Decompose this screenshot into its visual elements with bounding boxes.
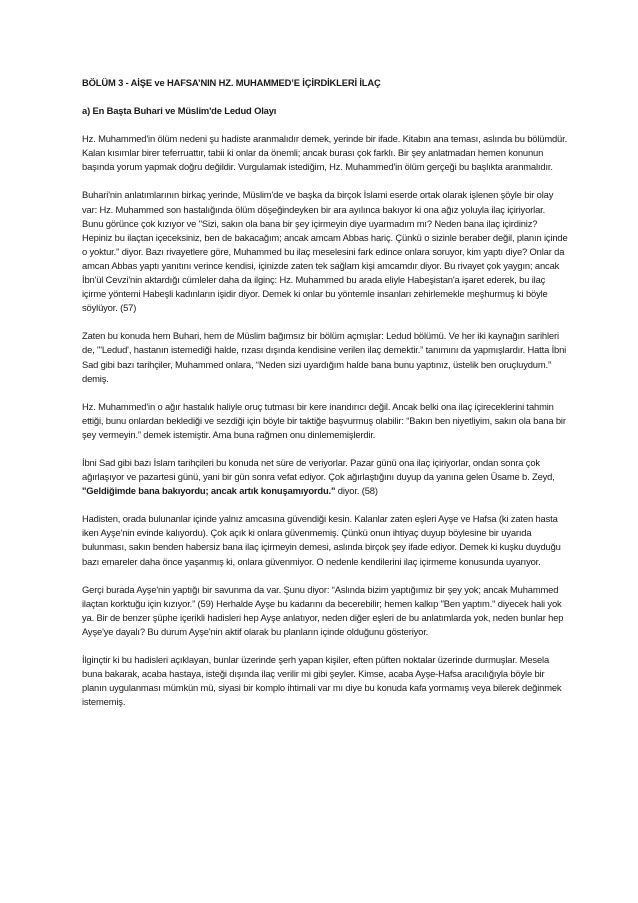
chapter-title: BÖLÜM 3 - AİŞE ve HAFSA’NIN HZ. MUHAMMED’E İÇİRDİKLERİ İLAÇ bbox=[82, 77, 381, 88]
paragraph-5 bbox=[82, 456, 568, 498]
paragraph-3: Zaten bu konuda hem Buhari, hem de Müslim bağımsız bir bölüm açmışlar: Ledud bölümü. Ve her iki kaynağın sarihleri de, "'Ledud', hastanın istemediği halde, rızası dışında kendisine verilen ilaç demektir.” tanımını da yapmışlardır. Hatta İbni Sad gibi bazı tarihçiler, Muhammed onlara, “Neden sizi uyardığım halde bana bunu yaptınız, üstelik ben oruçluydum.” demiş. bbox=[82, 330, 567, 384]
paragraph-4: Hz. Muhammed'in o ağır hastalık haliyle oruç tutması bir kere inandırıcı değil. Ancak belki ona ilaç içireceklerini tahmin ettiği, bunu onlardan beklediği ve sezdiği için böyle bir taktiğe başvurmuş olabilir: “Bakın ben niyetliyim, sakın ola bana bir şey vermeyin.” demek istemiştir. Ama buna rağmen onu dinlememişlerdir. bbox=[82, 400, 566, 440]
paragraph-5-text: İbni Sad gibi bazı İslam tarihçileri bu konuda net süre de veriyorlar. Pazar günü ona ilaç içiriyorlar, ondan sonra çok ağırlaşıyor ve pazartesi günü, yani bir gün sonra vefat ediyor. Çok ağırlaştığını duyup da yanına gelen Üsame b. Zeyd, bbox=[82, 456, 555, 483]
paragraph-5-text-after: diyor. (58) bbox=[335, 485, 378, 497]
paragraph-5-bold-quote: "Geldiğimde bana bakıyordu; ancak artık konuşamıyordu." bbox=[82, 485, 336, 497]
section-subtitle: a) En Başta Buhari ve Müslim'de Ledud Olayı bbox=[82, 105, 277, 117]
paragraph-8: İlginçtir ki bu hadisleri açıklayan, bunlar üzerinde şerh yapan kişiler, eften püften noktalar üzerinde durmuşlar. Mesela buna bakarak, acaba hastaya, isteği dışında ilaç verilir mi gibi şeyler. Kimse, acaba Ayşe-Hafsa aracılığıyla böyle bir planın uygulanması mümkün mü, siyasi bir komplo ihtimali var mı diye bu konuda kafa yormamış veya bilerek değinmek istememiş. bbox=[82, 654, 562, 708]
paragraph-6: Hadisten, orada bulunanlar içinde yalnız amcasına güvendiği kesin. Kalanlar zaten eşleri Ayşe ve Hafsa (ki zaten hasta iken Ayşe'nin evinde kalıyordu). Çok açık ki onlara güvenmemiş. Çünkü onun ihtiyaç duyup böylesine bir uyarıda bulunması, sakın benden habersiz bana ilaç içirmeyin demesi, aslında birçok şey ifade ediyor. Demek ki kuşku duyduğu bazı emareler daha önce yaşanmış ki, onlara güvenmiyor. O nedenle kendilerini ilaç içirmeme konusunda uyarıyor. bbox=[82, 513, 561, 567]
paragraph-1: Hz. Muhammed'in ölüm nedeni şu hadiste aranmalıdır demek, yerinde bir ifade. Kitabın ana teması, aslında bu bölümdür. Kalan kısımlar birer teferruattır, tabii ki onlar da önemli; ancak burası çok farklı. Bir şey anlatmadan hemen konunun başında yorum yapmak doğru değildir. Vurgulamak istediğim, Hz. Muhammed'in ölüm gerçeği bu başlıkta aranmalıdır. bbox=[82, 133, 568, 173]
document-page bbox=[82, 76, 568, 723]
paragraph-2: Buhari'nin anlatımlarının birkaç yerinde, Müslim'de ve başka da birçok İslami eserde ortak olarak işlenen şöyle bir olay var: Hz. Muhammed son hastalığında ölüm döşeğindeyken bir ara ayılınca bakıyor ki ona ağız yoluyla ilaç içiriyorlar. Bunu görünce çok kızıyor ve "Sizi, sakın ola bana bir şey içirmeyin diye uyarmadım mı? Neden bana ilaç içirdiniz? Hepiniz bu ilaçtan içeceksiniz, ben de bakacağım; ancak amcam Abbas hariç. Çünkü o sizinle beraber değil, planın içinde o yoktur." diyor. Bazı rivayetlere göre, Muhammed bu ilaç meselesini fark edince onlara soruyor, kim yaptı diye? Onlar da amcan Abbas yaptı yanıtını verince kendisi, içinizde zaten tek sağlam kişi amcamdır diyor. Bu rivayet çok yaygın; ancak İbn'ül Cevzi'nin aktardığı cümleler daha da ilginç: Hz. Muhammed bu arada eliyle Habeşistan'a işaret ederek, bu ilaç içirme yöntemi Habeşli kadınların işidir diyor. Demek ki onlar bu yöntemle insanları zehirlemekle meşhurmuş ki böyle söylüyor. (57) bbox=[82, 189, 568, 314]
paragraph-7: Gerçi burada Ayşe'nin yaptığı bir savunma da var. Şunu diyor: “Aslında bizim yaptığımız bir şey yok; ancak Muhammed ilaçtan korktuğu için kızıyor.” (59) Herhalde Ayşe bu kadarını da becerebilir; hemen kalkıp "Ben yaptım." diyecek hali yok ya. Bir de benzer şüphe içerikli hadisleri hep Ayşe anlatıyor, neden diğer eşleri de bu anlatımlarda yok, neden bunlar hep Ayşe'ye dayalı? Bu durum Ayşe'nin aktif olarak bu planların içinde olduğunu gösteriyor. bbox=[82, 583, 564, 637]
